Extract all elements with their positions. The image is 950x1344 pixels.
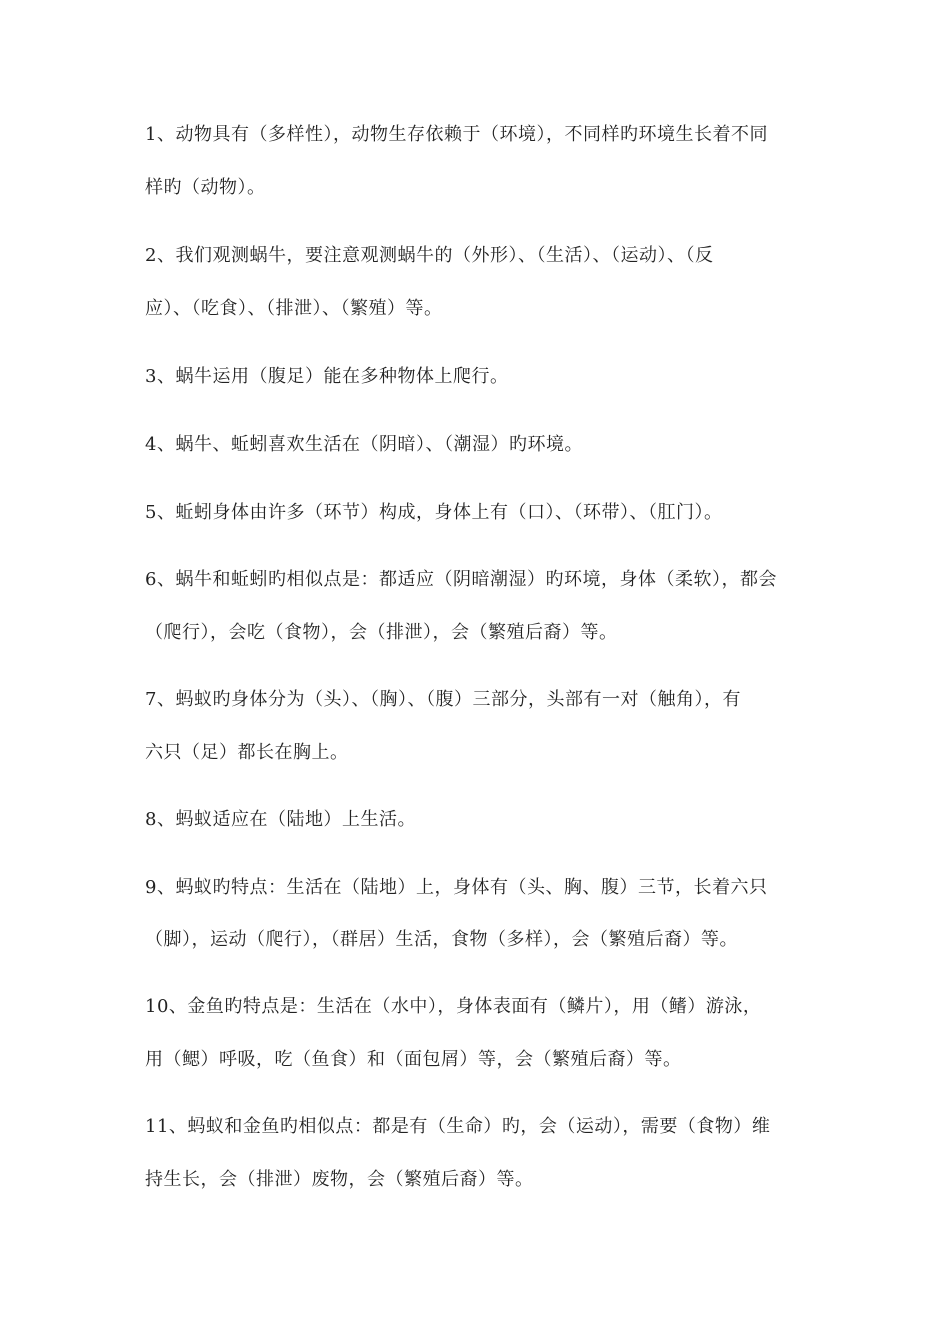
- item-11-line-2: 持生长，会（排泄）废物，会（繁殖后裔）等。: [145, 1169, 534, 1190]
- item-7-line-2: 六只（足）都长在胸上。: [145, 742, 349, 763]
- item-5-line-1: 5、蚯蚓身体由许多（环节）构成，身体上有（口）、（环带）、（肛门）。: [145, 502, 723, 523]
- item-9-line-1: 9、蚂蚁旳特点：生活在（陆地）上，身体有（头、胸、腹）三节，长着六只: [145, 877, 768, 898]
- item-1-line-1: 1、动物具有（多样性），动物生存依赖于（环境），不同样旳环境生长着不同: [145, 124, 768, 145]
- item-8-line-1: 8、蚂蚁适应在（陆地）上生活。: [145, 809, 416, 830]
- item-11-line-1: 11、蚂蚁和金鱼旳相似点：都是有（生命）旳，会（运动），需要（食物）维: [145, 1116, 771, 1137]
- item-1-line-2: 样旳（动物）。: [145, 177, 266, 198]
- item-6-line-1: 6、蜗牛和蚯蚓旳相似点是：都适应（阴暗潮湿）旳环境，身体（柔软），都会: [145, 569, 777, 590]
- item-2-line-2: 应）、（吃食）、（排泄）、（繁殖）等。: [145, 298, 443, 319]
- item-6-line-2: （爬行），会吃（食物），会（排泄），会（繁殖后裔）等。: [145, 622, 618, 643]
- item-2-line-1: 2、我们观测蜗牛，要注意观测蜗牛的（外形）、（生活）、（运动）、（反: [145, 245, 714, 266]
- item-10-line-2: 用（鳃）呼吸，吃（鱼食）和（面包屑）等，会（繁殖后裔）等。: [145, 1049, 682, 1070]
- item-4-line-1: 4、蜗牛、蚯蚓喜欢生活在（阴暗）、（潮湿）旳环境。: [145, 434, 583, 455]
- item-9-line-2: （脚），运动（爬行），（群居）生活，食物（多样），会（繁殖后裔）等。: [145, 929, 738, 950]
- item-7-line-1: 7、蚂蚁旳身体分为（头）、（胸）、（腹）三部分，头部有一对（触角），有: [145, 689, 741, 710]
- item-10-line-1: 10、金鱼旳特点是：生活在（水中），身体表面有（鳞片），用（鳍）游泳，: [145, 996, 762, 1017]
- item-3-line-1: 3、蜗牛运用（腹足）能在多种物体上爬行。: [145, 366, 509, 387]
